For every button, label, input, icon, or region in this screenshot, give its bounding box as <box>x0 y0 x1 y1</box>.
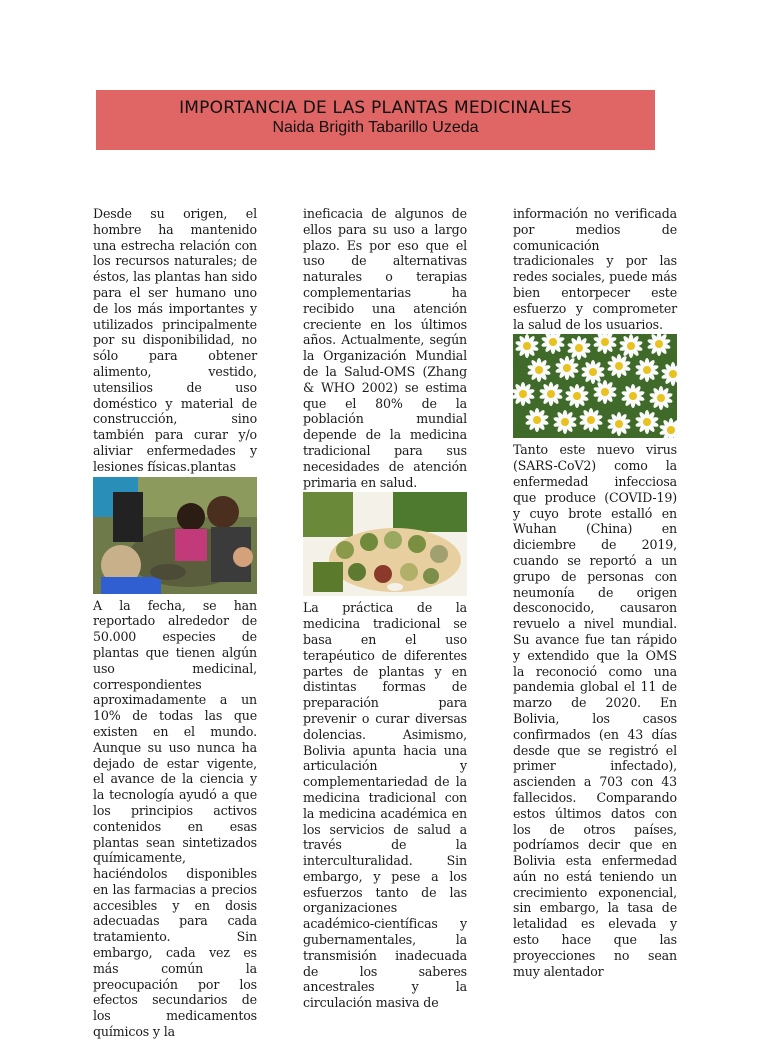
text-column-3 <box>513 206 677 979</box>
author-name: Naida Brigith Tabarillo Uzeda <box>272 119 479 136</box>
page-title: IMPORTANCIA DE LAS PLANTAS MEDICINALES <box>179 98 572 118</box>
paragraph: La práctica de la medicina tradicional se basa en el uso terapéutico de diferentes partes de plantas y en distintas formas de preparación para prevenir o curar diversas dolencias. Asimismo, Bolivia apunta hacia una articulación y complementariedad de la medicina tradicional con la medicina académica en los servicios de salud a través de la interculturalidad. Sin embargo, y pese a los esfuerzos tanto de las organizaciones académico-científicas y gubernamentales, la transmisión inadecuada de los saberes ancestrales y la circulación masiva de <box>303 600 467 1011</box>
paragraph: Desde su origen, el hombre ha mantenido una estrecha relación con los recursos naturales; de éstos, las plantas han sido para el ser humano uno de los más importantes y utilizados principalmente por su disponibilidad, no sólo para obtener alimento, vestido, utensilios de uso doméstico y material de construcción, sino también para curar y/o aliviar enfermedades y lesiones físicas.plantas <box>93 206 257 474</box>
paragraph: ineficacia de algunos de ellos para su uso a largo plazo. Es por eso que el uso de alternativas naturales o terapias complementarias ha recibido una atención creciente en los últimos años. Actualmente, según la Organización Mundial de la Salud-OMS (Zhang & WHO 2002) se estima que el 80% de la población mundial depende de la medicina tradicional para sus necesidades de atención primaria en salud. <box>303 206 467 490</box>
paragraph: Tanto este nuevo virus (SARS-CoV2) como la enfermedad infecciosa que produce (COVID-19) y cuyo brote estalló en Wuhan (China) en diciembre de 2019, cuando se reportó a un grupo de personas con neumonía de origen desconocido, causaron revuelo a nivel mundial. Su avance fue tan rápido y extendido que la OMS la reconoció como una pandemia global el 11 de marzo de 2020. En Bolivia, los casos confirmados (en 43 días desde que se registró el primer infectado), ascienden a 703 con 43 fallecidos. Comparando estos últimos datos con los de otros países, podríamos decir que en Bolivia esta enfermedad aún no está teniendo un crecimiento exponencial, sin embargo, la tasa de letalidad es elevada y esto hace que las proyecciones no sean muy alentador <box>513 442 677 979</box>
text-column-2 <box>303 206 467 1011</box>
herbs-palette-photo <box>303 492 467 596</box>
title-banner <box>96 90 655 150</box>
chamomile-flowers-photo <box>513 334 677 438</box>
text-column-1 <box>93 206 257 1040</box>
paragraph: información no verificada por medios de comunicación tradicionales y por las redes sociales, puede más bien entorpecer este esfuerzo y comprometer la salud de los usuarios. <box>513 206 677 332</box>
paragraph: A la fecha, se han reportado alrededor de 50.000 especies de plantas que tienen algún uso medicinal, correspondientes aproximadamente a un 10% de todas las que existen en el mundo. Aunque su uso nunca ha dejado de estar vigente, el avance de la ciencia y la tecnología ayudó a que los principios activos contenidos en esas plantas sean sintetizados químicamente, haciéndolos disponibles en las farmacias a precios accesibles y en dosis adecuadas para cada tratamiento. Sin embargo, cada vez es más común la preocupación por los efectos secundarios de los medicamentos químicos y la <box>93 597 257 1040</box>
children-plants-photo <box>93 477 257 594</box>
